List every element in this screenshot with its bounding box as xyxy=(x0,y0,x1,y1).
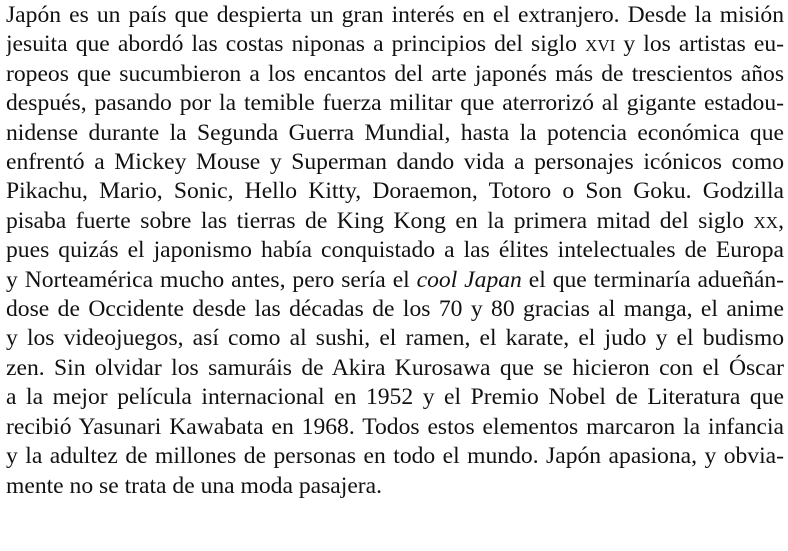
text-line xyxy=(6,266,784,295)
text-line: a la mejor película internacional en 1952 y el Premio Nobel de Literatura que xyxy=(6,384,784,411)
text-line-last: mente no se trata de una moda pasajera. xyxy=(6,472,383,499)
text-line: después, pasando por la temible fuerza militar que aterrorizó al gigante estadou- xyxy=(6,90,784,117)
text-line: y la adultez de millones de personas en todo el mundo. Japón apasiona, y obvia- xyxy=(6,443,784,470)
small-caps-numeral: xx xyxy=(753,207,779,234)
text-line: Pikachu, Mario, Sonic, Hello Kitty, Doraemon, Totoro o Son Goku. Godzilla xyxy=(6,178,784,205)
text-segment: pisaba fuerte sobre las tierras de King Kong en la primera mitad del siglo xyxy=(6,207,754,234)
text-line: nidense durante la Segunda Guerra Mundial, hasta la potencia económica que xyxy=(6,119,784,146)
text-segment: jesuita que abordó las costas niponas a principios del siglo xyxy=(6,31,586,58)
body-paragraph xyxy=(6,0,784,501)
italic-phrase: cool Japan xyxy=(416,266,522,293)
text-line: enfrentó a Mickey Mouse y Superman dando vida a personajes icónicos como xyxy=(6,149,784,176)
text-segment: y Norteamérica mucho antes, pero sería el xyxy=(6,266,417,293)
text-line: ropeos que sucumbieron a los encantos del arte japonés más de trescientos años xyxy=(6,60,784,87)
text-line xyxy=(6,207,784,236)
text-line: Japón es un país que despierta un gran interés en el extranjero. Desde la misión xyxy=(6,2,784,28)
text-segment: , xyxy=(778,207,784,234)
text-line: pues quizás el japonismo había conquistado a las élites intelectuales de Europa xyxy=(6,237,784,264)
text-line: recibió Yasunari Kawabata en 1968. Todos estos elementos marcaron la infancia xyxy=(6,413,784,440)
text-line xyxy=(6,30,784,59)
text-segment: el que terminaría adueñán- xyxy=(521,266,784,293)
text-line: y los videojuegos, así como al sushi, el ramen, el karate, el judo y el budismo xyxy=(6,325,784,352)
text-line: dose de Occidente desde las décadas de los 70 y 80 gracias al manga, el anime xyxy=(6,296,784,323)
text-line: zen. Sin olvidar los samuráis de Akira Kurosawa que se hicieron con el Óscar xyxy=(6,354,784,381)
text-segment: y los artistas eu- xyxy=(615,31,784,58)
small-caps-numeral: xvi xyxy=(585,31,616,58)
